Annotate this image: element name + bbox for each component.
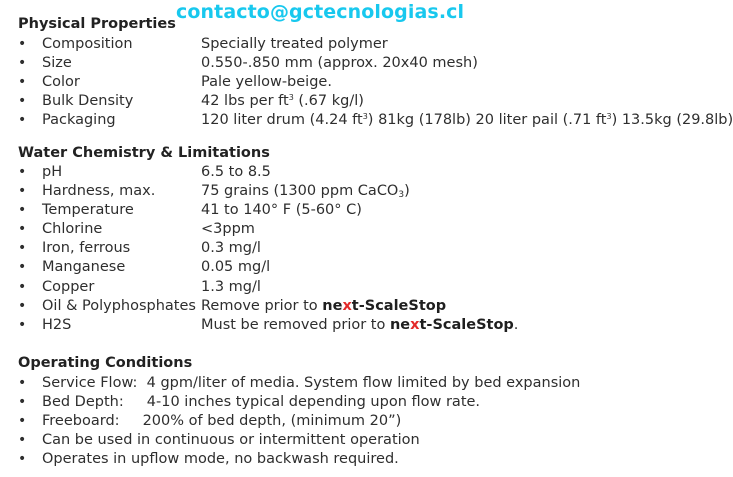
value-part: Must be removed prior to [201, 317, 390, 333]
contact-email[interactable]: contacto@gctecnologias.cl [176, 1, 465, 23]
condition-text: Bed Depth: 4-10 inches typical depending upon flow rate. [42, 394, 481, 410]
property-label: Color [42, 74, 80, 90]
bullet: • [18, 55, 27, 71]
bullet: • [18, 375, 27, 391]
value-part: 120 liter drum (4.24 ft [201, 112, 363, 128]
brand-name-part: t-ScaleStop [419, 317, 514, 333]
limit-label: Manganese [42, 259, 126, 275]
bullet: • [18, 36, 27, 52]
limit-label: H2S [42, 317, 72, 333]
bullet: • [18, 298, 27, 314]
bullet: • [18, 432, 27, 448]
water-chemistry-heading: Water Chemistry & Limitations [18, 145, 270, 161]
limit-value: 6.5 to 8.5 [201, 164, 271, 180]
limit-value: 0.05 mg/l [201, 259, 271, 275]
limit-value: <3ppm [201, 221, 255, 237]
limit-label: Copper [42, 279, 95, 295]
bullet: • [18, 259, 27, 275]
limit-value [201, 183, 410, 200]
subscript: 3 [398, 190, 405, 200]
brand-name-accent: x [410, 317, 420, 333]
bullet: • [18, 240, 27, 256]
value-part: 42 lbs per ft [201, 93, 289, 109]
property-value: Specially treated polymer [201, 36, 388, 52]
value-part: ) 13.5kg (29.8lb) [611, 112, 733, 128]
property-label: Bulk Density [42, 93, 134, 109]
value-part: ) [404, 183, 410, 199]
brand-name-part: t-ScaleStop [351, 298, 447, 314]
bullet: • [18, 183, 27, 199]
condition-text: Can be used in continuous or intermittent operation [42, 432, 420, 448]
property-value: Pale yellow-beige. [201, 74, 332, 90]
value-part: . [513, 317, 519, 333]
property-label: Packaging [42, 112, 116, 128]
condition-text: Operates in upflow mode, no backwash required. [42, 451, 399, 467]
condition-text: Service Flow: 4 gpm/liter of media. System flow limited by bed expansion [42, 375, 581, 391]
physical-properties-heading: Physical Properties [18, 16, 176, 32]
limit-label: Oil & Polyphosphates [42, 298, 196, 314]
limit-value [201, 298, 446, 314]
bullet: • [18, 279, 27, 295]
limit-label: Hardness, max. [42, 183, 156, 199]
limit-value: 1.3 mg/l [201, 279, 261, 295]
limit-label: Iron, ferrous [42, 240, 131, 256]
superscript: 3 [362, 112, 368, 121]
limit-label: Chlorine [42, 221, 103, 237]
superscript: 3 [288, 93, 294, 102]
property-label: Composition [42, 36, 133, 52]
value-part: ) 81kg (178lb) 20 liter pail (.71 ft [367, 112, 607, 128]
limit-value [201, 317, 518, 333]
property-label: Size [42, 55, 72, 71]
bullet: • [18, 202, 27, 218]
bullet: • [18, 164, 27, 180]
limit-label: Temperature [42, 202, 134, 218]
brand-name-part: ne [322, 298, 343, 314]
property-value: 0.550-.850 mm (approx. 20x40 mesh) [201, 55, 478, 71]
limit-value: 41 to 140° F (5-60° C) [201, 202, 362, 218]
limit-label: pH [42, 164, 63, 180]
property-value [201, 93, 364, 109]
brand-name-part: ne [389, 317, 411, 333]
bullet: • [18, 317, 27, 333]
bullet: • [18, 394, 27, 410]
property-value [201, 112, 733, 128]
value-part: Remove prior to [201, 298, 323, 314]
brand-name-accent: x [342, 298, 352, 314]
bullet: • [18, 93, 27, 109]
bullet: • [18, 451, 27, 467]
bullet: • [18, 74, 27, 90]
bullet: • [18, 221, 27, 237]
operating-conditions-heading: Operating Conditions [18, 355, 193, 371]
value-part: 75 grains (1300 ppm CaCO [201, 183, 399, 199]
bullet: • [18, 413, 27, 429]
superscript: 3 [606, 112, 612, 121]
condition-text: Freeboard: 200% of bed depth, (minimum 20”) [42, 413, 402, 429]
value-part: (.67 kg/l) [293, 93, 364, 109]
bullet: • [18, 112, 27, 128]
limit-value: 0.3 mg/l [201, 240, 261, 256]
